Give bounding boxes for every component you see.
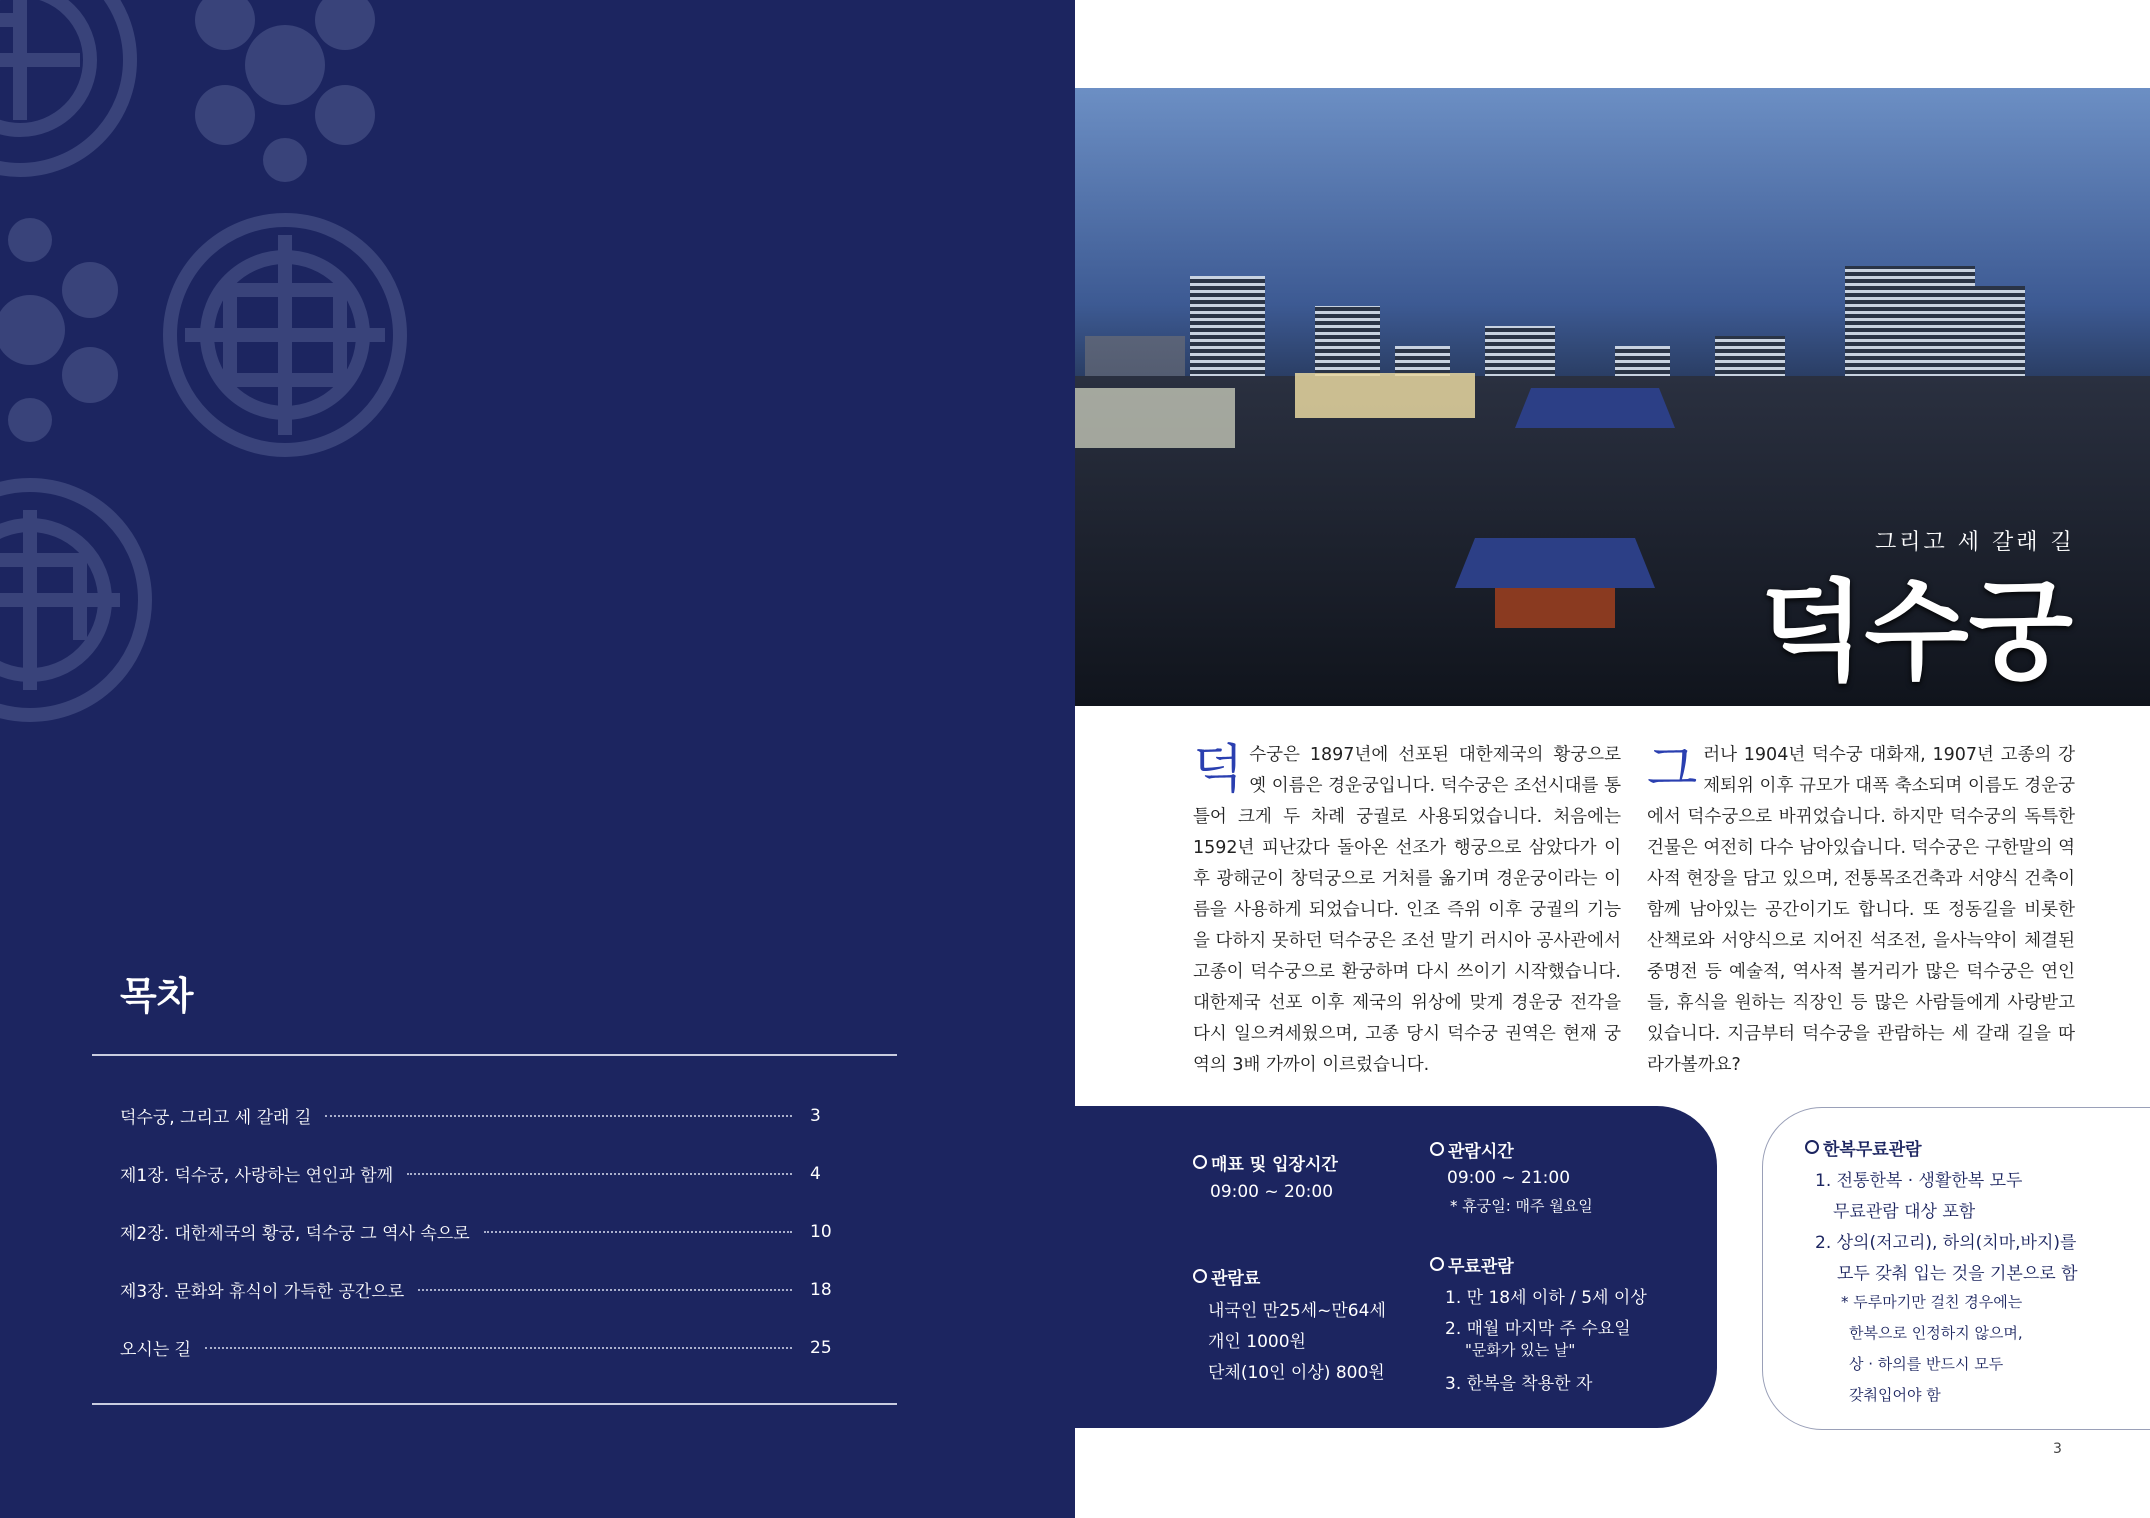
hanbok-line: 2. 상의(저고리), 하의(치마,바지)를 (1815, 1233, 2077, 1253)
hours-heading: 관람시간 (1430, 1137, 1514, 1162)
fee-line: 개인 1000원 (1208, 1332, 1306, 1352)
divider (92, 1403, 897, 1405)
drop-cap: 덕 (1193, 740, 1244, 800)
free-line: "문화가 있는 날" (1465, 1341, 1576, 1359)
hanbok-line: 갖춰입어야 함 (1849, 1386, 1941, 1404)
toc-label: 제1장. 덕수궁, 사랑하는 연인과 함께 (120, 1166, 394, 1186)
divider (92, 1054, 897, 1056)
hanbok-info-box (1762, 1107, 2150, 1430)
toc-item[interactable] (120, 1277, 840, 1302)
leader-dots (407, 1173, 792, 1175)
toc-page: 10 (810, 1221, 832, 1242)
toc-item[interactable] (120, 1103, 840, 1128)
ornament-pattern (0, 0, 420, 740)
hanbok-line: 상 · 하의를 반드시 모두 (1849, 1355, 2004, 1373)
toc-page: 3 (810, 1105, 821, 1126)
hanbok-line: * 두루마기만 걸친 경우에는 (1841, 1293, 2023, 1311)
ticket-heading: 매표 및 입장시간 (1193, 1150, 1338, 1175)
toc-page: 4 (810, 1163, 821, 1184)
toc-page: 25 (810, 1337, 832, 1358)
toc-label: 덕수궁, 그리고 세 갈래 길 (120, 1108, 312, 1128)
hanbok-line: 무료관람 대상 포함 (1833, 1202, 1976, 1222)
free-heading: 무료관람 (1430, 1252, 1514, 1277)
paragraph: 수궁은 1897년에 선포된 대한제국의 황궁으로 옛 이름은 경운궁입니다. 덕수궁은 조선시대를 통틀어 크게 두 차례 궁궐로 사용되었습니다. 처음에는 1592년 피난갔다 돌아온 선조가 행궁으로 삼았다가 이후 광해군이 창덕궁으로 거처를 옮기며 경운궁이라는 이 름을 사용하게 되었습니다. 인조 즉위 이후 궁궐의 기능을 다하지 못하던 덕수궁은 조선 말기 러시아 공사관에서 고종이 덕수궁으로 환궁하며 다시 쓰이기 시작했습니다. 대한제국 선포 이후 제국의 위상에 맞게 경운궁 전각을 다시 일으켜세웠으며, 고종 당시 덕수궁 권역은 현재 궁역의 3배 가까이 이르렀습니다. (1193, 745, 1621, 1075)
hero-title: 덕수궁 (1760, 569, 2073, 695)
toc-title: 목차 (120, 974, 194, 1018)
toc-item[interactable] (120, 1161, 840, 1186)
page-number: 3 (2053, 1441, 2062, 1457)
free-line: 2. 매월 마지막 주 수요일 (1445, 1319, 1631, 1339)
toc-page: 18 (810, 1279, 832, 1300)
body-column-1 (1193, 740, 1621, 1081)
hero-subtitle: 그리고 세 갈래 길 (1875, 530, 2075, 555)
hanbok-line: 모두 갖춰 입는 것을 기본으로 함 (1837, 1264, 2078, 1284)
closed-note: * 휴궁일: 매주 월요일 (1450, 1197, 1593, 1215)
toc-label: 제3장. 문화와 휴식이 가득한 공간으로 (120, 1282, 405, 1302)
paragraph: 러나 1904년 덕수궁 대화재, 1907년 고종의 강제퇴위 이후 규모가 대폭 축소되며 이름도 경운궁에서 덕수궁으로 바뀌었습니다. 하지만 덕수궁의 독특한 건물은 여전히 다수 남아있습니다. 덕수궁은 구한말의 역사적 현장을 담고 있으며, 전통목조건축과 서양식 건축이 함께 남아있는 공간이기도 합니다. 또 정동길을 비롯한 산책로와 서양식으로 지어진 석조전, 을사늑약이 체결된 중명전 등 예술적, 역사적 볼거리가 많은 덕수궁은 연인들, 휴식을 원하는 직장인 등 많은 사람들에게 사랑받고 있습니다. 지금부터 덕수궁을 관람하는 세 갈래 길을 따라가볼까요? (1647, 745, 2075, 1075)
hanbok-heading: 한복무료관람 (1805, 1135, 1922, 1160)
toc-label: 제2장. 대한제국의 황궁, 덕수궁 그 역사 속으로 (120, 1224, 470, 1244)
free-line: 3. 한복을 착용한 자 (1445, 1374, 1593, 1394)
leader-dots (325, 1115, 792, 1117)
hours-time: 09:00 ~ 21:00 (1447, 1168, 1571, 1188)
hanbok-line: 1. 전통한복 · 생활한복 모두 (1815, 1171, 2023, 1191)
visitor-info-box (1075, 1106, 1717, 1428)
toc-item[interactable] (120, 1219, 840, 1244)
toc-label: 오시는 길 (120, 1340, 192, 1360)
ticket-time: 09:00 ~ 20:00 (1210, 1182, 1334, 1202)
fee-heading: 관람료 (1193, 1264, 1260, 1289)
leader-dots (205, 1347, 792, 1349)
free-line: 1. 만 18세 이하 / 5세 이상 (1445, 1288, 1647, 1308)
fee-line: 내국인 만25세~만64세 (1208, 1301, 1386, 1321)
drop-cap: 그 (1647, 740, 1698, 800)
leader-dots (418, 1289, 792, 1291)
toc-item[interactable] (120, 1335, 840, 1360)
fee-line: 단체(10인 이상) 800원 (1208, 1363, 1385, 1383)
body-column-2 (1647, 740, 2075, 1081)
leader-dots (484, 1231, 792, 1233)
hanbok-line: 한복으로 인정하지 않으며, (1849, 1324, 2023, 1342)
